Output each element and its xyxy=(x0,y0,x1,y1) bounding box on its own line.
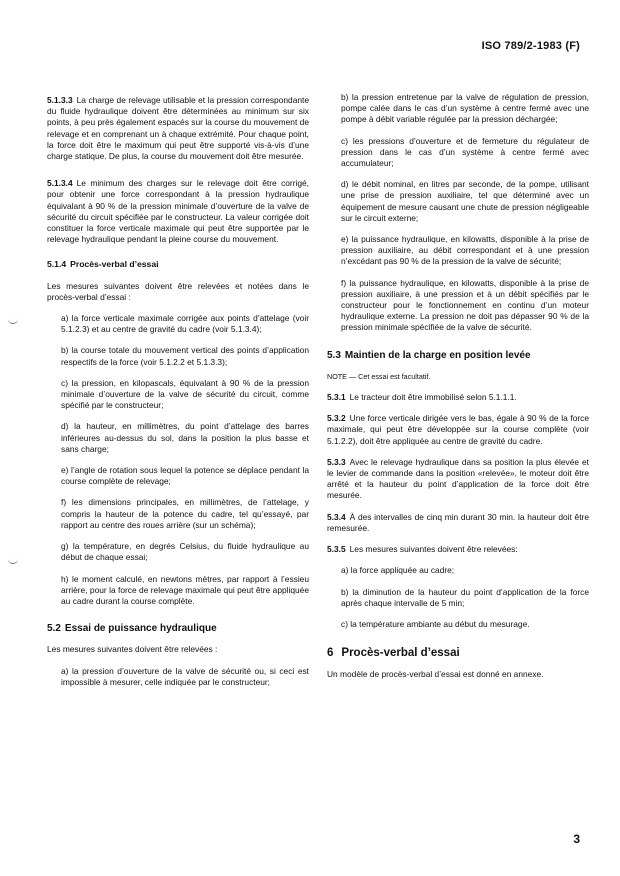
list-item: e) la puissance hydraulique, en kilowatts, disponible à la prise de pression auxiliaire, au débit correspondant et à une pression n’excédant pas 90 % de la pression de la valve de sécurité; xyxy=(341,234,589,267)
clause-5-1-3-4: 5.1.3.4 Le minimum des charges sur le relevage doit être corrigé, pour obtenir une force correspondant à la pression hydraulique équivalant à 90 % de la pression minimale d’ouverture de la valve de sécurité du circuit spécifiée par le constructeur. La valeur corrigée doit constituer la force verticale maximale qui peut être supportée par le relevage hydraulique pendant la pleine course du mouvement. xyxy=(47,178,309,245)
list-item: b) la pression entretenue par la valve de régulation de pression, pompe calée dans le cas d’un système à centre fermé avec une pompe à débit variable régulée par la pression déchargée; xyxy=(341,92,589,125)
intro-5-2: Les mesures suivantes doivent être relevées : xyxy=(47,644,218,655)
intro-5-1-4: Les mesures suivantes doivent être relevées et notées dans le procès-verbal d’essai : xyxy=(47,280,309,302)
list-item: f) la puissance hydraulique, en kilowatts, disponible à la prise de pression auxiliaire, à une pression et à un débit spécifiés par le constructeur pour le fonctionnement en continu d’un moteur hydraulique externe. La pression ne doit pas dépasser 90 % de la pression minimale spécifiée de la valve de sécurité. xyxy=(341,277,589,333)
section-heading-6: 6 Procès-verbal d’essai xyxy=(327,647,460,660)
list-item: a) la force appliquée au cadre; xyxy=(341,565,455,576)
list-item: d) la hauteur, en millimètres, du point d’attelage des barres inférieures au-dessus du sol, dans la position la plus basse et sans charge; xyxy=(61,421,309,454)
list-item: b) la diminution de la hauteur du point d’application de la force après chaque intervalle de 5 min; xyxy=(341,586,589,608)
clause-5-3-4: 5.3.4 À des intervalles de cinq min durant 30 min. la hauteur doit être remesurée. xyxy=(327,511,589,533)
page-number: 3 xyxy=(573,832,580,846)
list-item: a) la force verticale maximale corrigée aux points d’attelage (voir 5.1.2.3) et au centre de gravité du cadre (voir 5.1.3.4); xyxy=(61,313,309,335)
clause-5-3-1: 5.3.1 Le tracteur doit être immobilisé selon 5.1.1.1. xyxy=(327,392,517,403)
list-item: a) la pression d’ouverture de la valve de sécurité ou, si ceci est impossible à mesurer, celle indiquée par le constructeur; xyxy=(61,665,309,687)
section-heading-5-2: 5.2 Essai de puissance hydraulique xyxy=(47,623,217,635)
list-item: e) l’angle de rotation sous lequel la potence se déplace pendant la course complète de relevage; xyxy=(61,465,309,487)
section-heading-5-1-4: 5.1.4 Procès-verbal d’essai xyxy=(47,259,159,270)
list-item: h) le moment calculé, en newtons mètres, par rapport à l’essieu arrière, pour la force de relevage maximale qui peut être appliquée au cadre durant la course complète. xyxy=(61,573,309,606)
list-item: c) les pressions d’ouverture et de fermeture du régulateur de pression dans le cas d’un système à centre fermé avec accumulateur; xyxy=(341,135,589,169)
left-column xyxy=(47,95,309,698)
list-item: c) la température ambiante au début du mesurage. xyxy=(341,618,530,629)
list-item: f) les dimensions principales, en millimètres, de l’attelage, y compris la hauteur de la potence du cadre, tel qu’essayé, par rapport au centre des roues arrière (sur un schéma); xyxy=(61,497,309,530)
margin-mark xyxy=(8,557,18,564)
clause-6-text: Un modèle de procès-verbal d’essai est donné en annexe. xyxy=(327,669,544,680)
clause-5-3-2: 5.3.2 Une force verticale dirigée vers le bas, égale à 90 % de la force maximale, qui peut être développée sur la course complète (voir 5.1.2.2), doit être appliquée au centre de gravité du cadre. xyxy=(327,413,589,446)
right-column xyxy=(327,92,589,691)
note: NOTE — Cet essai est facultatif. xyxy=(327,371,431,381)
clause-5-1-3-3: 5.1.3.3 La charge de relevage utilisable et la pression correspondante du fluide hydraulique doivent être déterminées au minimum sur six points, à peu près également espacés sur la course du mouvement de relevage et en comprenant un à chaque extrémité. Pour chaque point, la force doit être le maximum qui peut être supporté vis-à-vis d’une charge statique. De plus, la course du mouvement doit être mesurée. xyxy=(47,95,309,162)
list-item: b) la course totale du mouvement vertical des points d’application respectifs de la force (voir 5.1.2.2 et 5.1.3.3); xyxy=(61,345,309,367)
document-reference: ISO 789/2-1983 (F) xyxy=(481,40,580,52)
list-item: d) le débit nominal, en litres par seconde, de la pompe, utilisant une prise de pression auxiliaire, tel que déterminé avec un équipement de mesure causant une chute de pression négligeable sur le circuit externe; xyxy=(341,179,589,223)
clause-5-3-5: 5.3.5 Les mesures suivantes doivent être relevées: xyxy=(327,544,518,555)
section-heading-5-3: 5.3 Maintien de la charge en position levée xyxy=(327,349,531,361)
margin-mark xyxy=(8,317,18,324)
clause-5-3-3: 5.3.3 Avec le relevage hydraulique dans sa position la plus élevée et le levier de commande dans la position «relevée», le moteur doit être arrêté et la hauteur du point d’application de la force doit être mesurée. xyxy=(327,456,589,501)
list-item: g) la température, en degrés Celsius, du fluide hydraulique au début de chaque essai; xyxy=(61,541,309,563)
list-item: c) la pression, en kilopascals, équivalant à 90 % de la pression minimale d’ouverture de la valve de sécurité du circuit, comme spécifié par le constructeur; xyxy=(61,377,309,411)
